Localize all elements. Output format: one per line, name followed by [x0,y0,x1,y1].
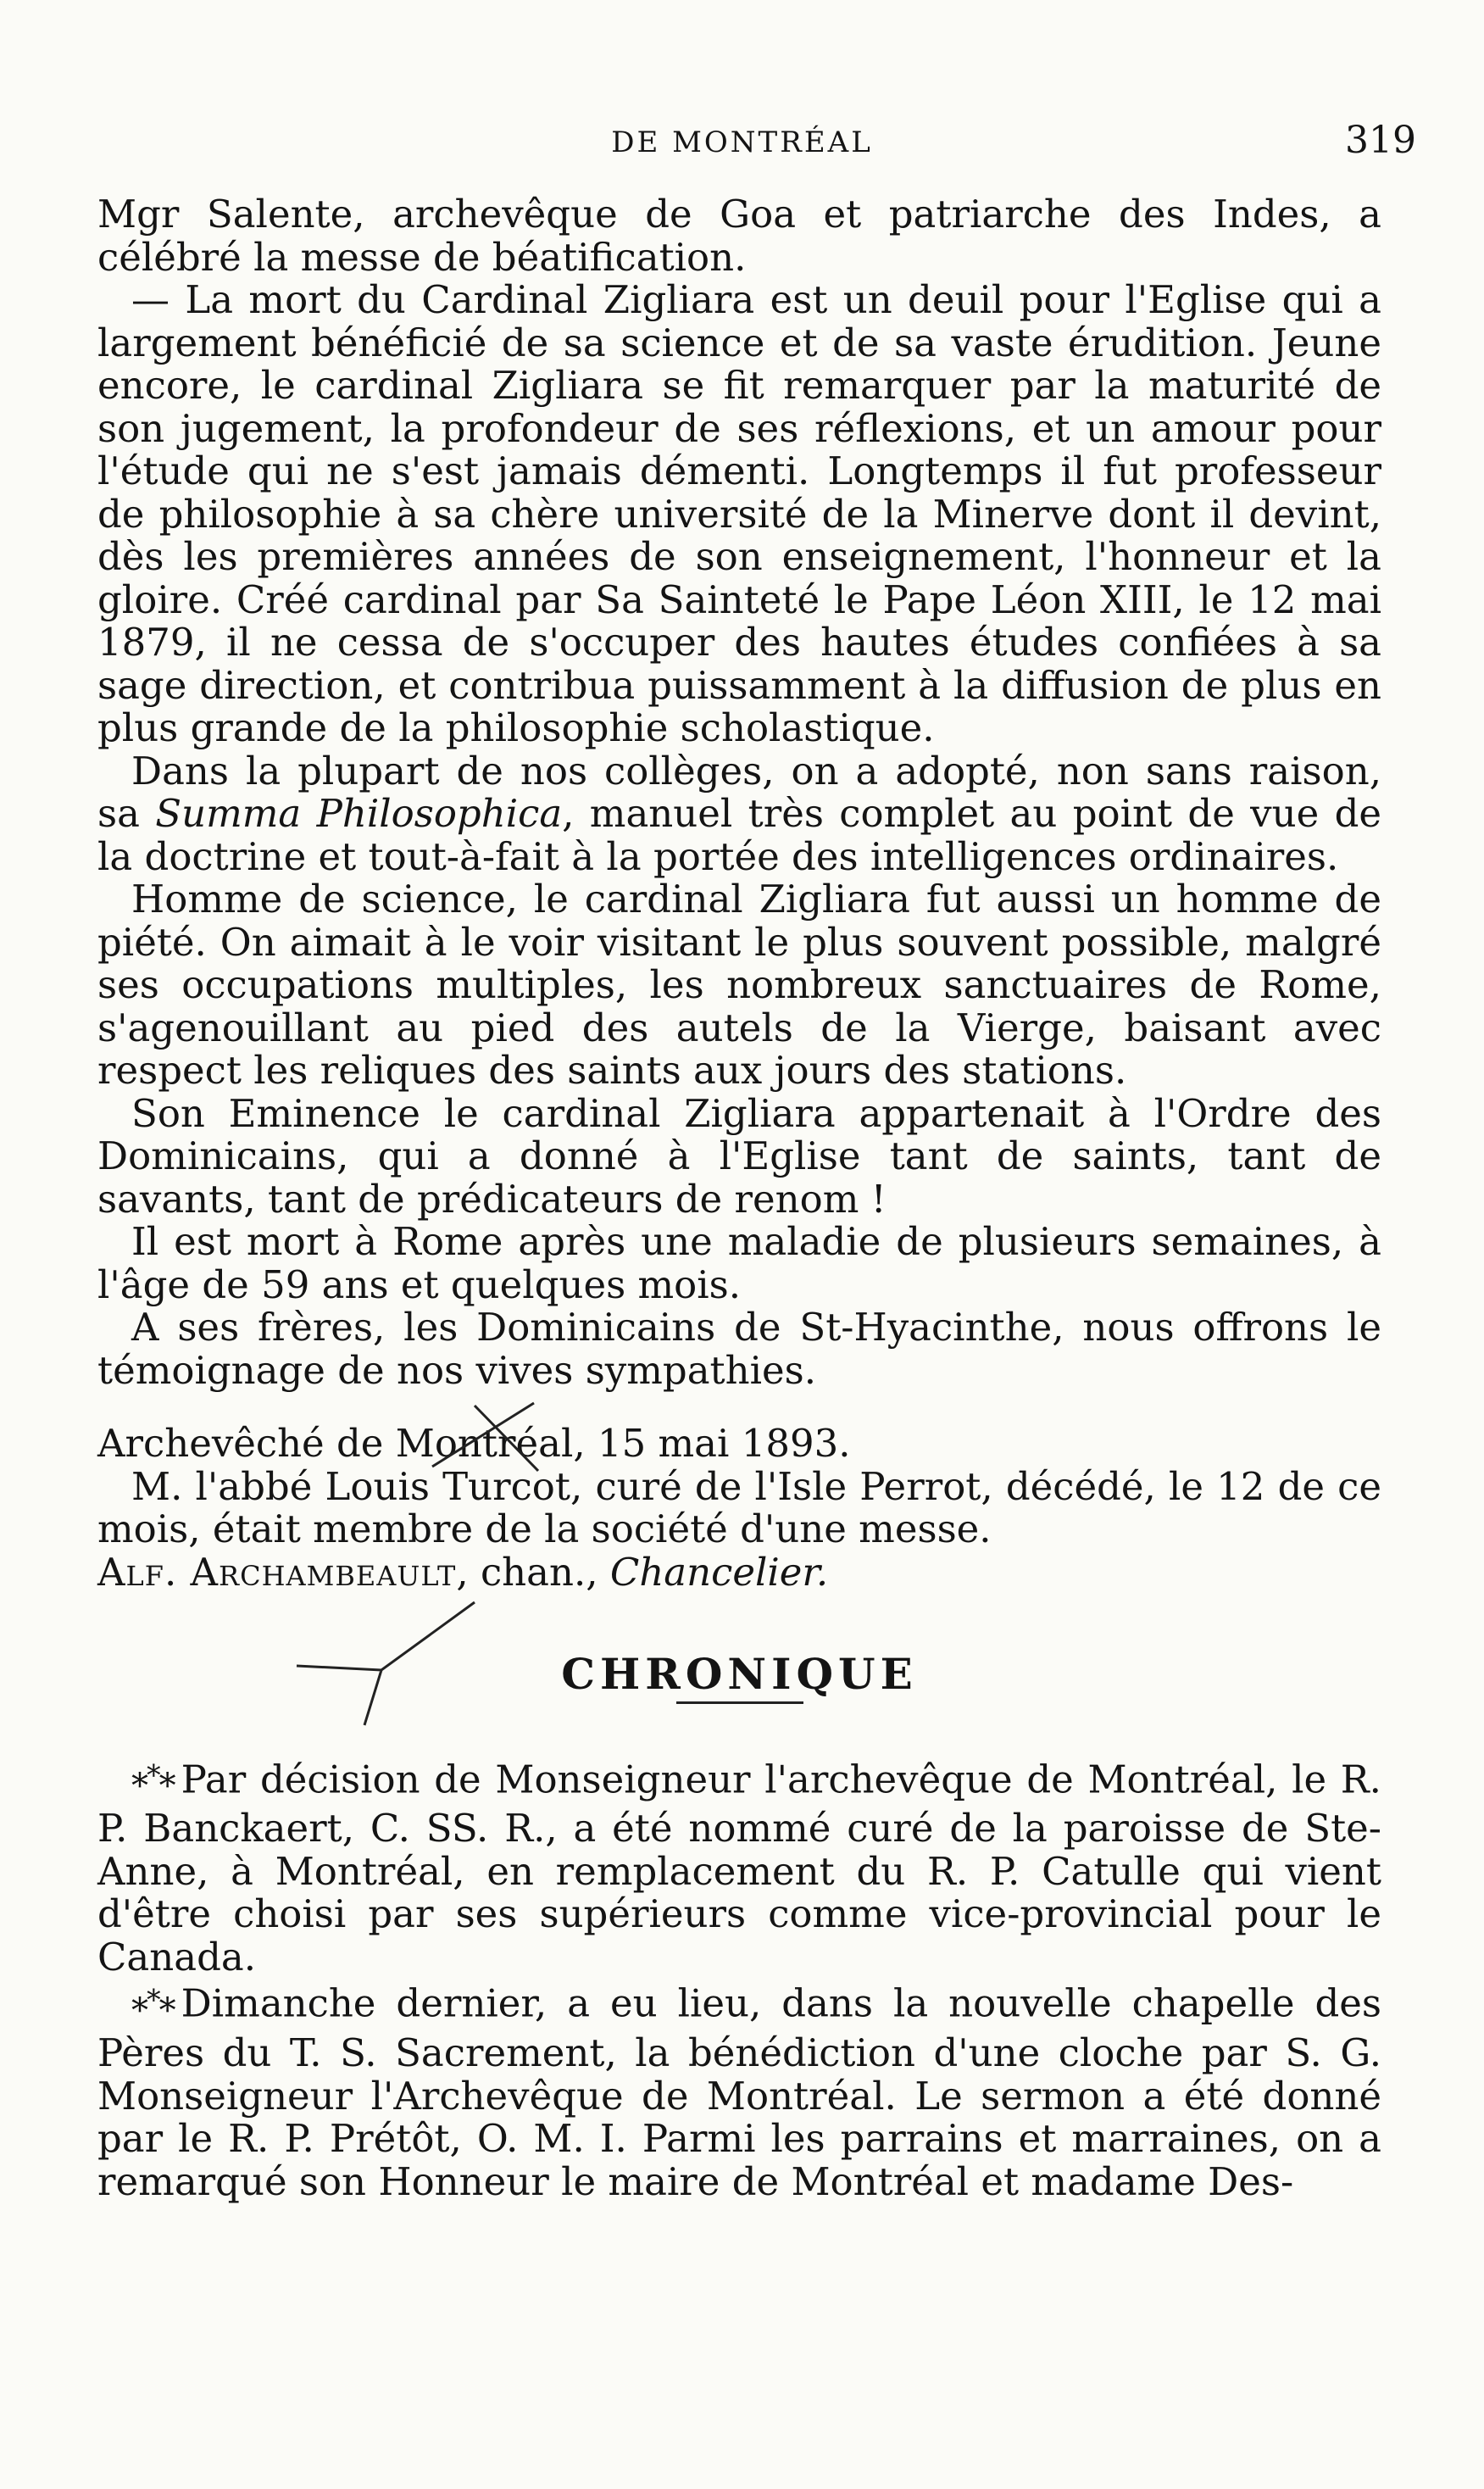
page-number: 319 [1345,119,1416,162]
running-title: DE MONTRÉAL [611,125,873,159]
summa-text-after: , manuel très complet au point de vue de la doctrine et tout-à-fait à la portée des intelligences ordinaires. [97,791,1382,879]
page-header [68,119,1416,170]
notice-dateline: Archevêché de Montréal, 15 mai 1893. [97,1421,851,1466]
chronique-item-text: Dimanche dernier, a eu lieu, dans la nouvelle chapelle des Pères du T. S. Sacrement, la bénédiction d'une cloche par S. G. Monseigneur l'Archevêque de Montréal. Le sermon a été donné par le R. P. Prétôt, O. M. I. Parmi les parrains et marraines, on a remarqué son Honneur le maire de Montréal et madame Des- [97,1980,1381,2204]
chronique-item [97,1755,1381,1980]
pen-mark-cross-icon [424,1399,542,1475]
pen-mark-check-icon [288,1585,492,1729]
paragraph-sympathies: A ses frères, les Dominicains de St-Hyacinthe, nous offrons le témoignage de nos vives sympathies. [97,1305,1381,1393]
title-rule [676,1701,803,1704]
signature-name: Alf. Archambeault [97,1549,457,1595]
paragraph-zigliara-death: — La mort du Cardinal Zigliara est un deuil pour l'Eglise qui a largement bénéficié de sa science et de sa vaste érudition. Jeune encore, le cardinal Zigliara se fit remarquer par la maturité de son jugement, la profondeur de ses réflexions, et un amour pour l'étude qui ne s'est jamais démenti. Longtemps il fut professeur de philosophie à sa chère université de la Minerve dont il devint, dès les premières années de son enseignement, l'honneur et la gloire. Créé cardinal par Sa Sainteté le Pape Léon XIII, le 12 mai 1879, il ne cessa de s'occuper des hautes études confiées à sa sage direction, et contribua puissamment à la diffusion de plus en plus grande de la philosophie scholastique. [97,277,1381,750]
article-body [97,193,1381,2203]
chronique-item-text: Par décision de Monseigneur l'archevêque de Montréal, le R. P. Banckaert, C. SS. R., a été nommé curé de la paroisse de Ste-Anne, à Montréal, en remplacement du R. P. Catulle qui vient d'être choisi par ses supérieurs comme vice-provincial pour le Canada. [97,1756,1381,1980]
summa-text-before: Dans la plupart de nos collèges, on a adopté, non sans raison, sa [97,748,1381,836]
signature-role: , chan., [456,1549,610,1595]
asterism-icon: *** [131,1758,175,1806]
paragraph-death-rome: Il est mort à Rome après une maladie de plusieurs semaines, à l'âge de 59 ans et quelques mois. [97,1219,1381,1307]
chronique-item [97,1979,1381,2203]
paragraph-summa [97,750,1381,879]
asterism-icon: *** [131,1983,175,2030]
summa-title: Summa Philosophica [155,791,563,836]
paragraph-piety: Homme de science, le cardinal Zigliara fut aussi un homme de piété. On aimait à le voir visitant le plus souvent possible, malgré ses occupations multiples, les nombreux sanctuaires de Rome, s'agenouillant au pied des autels de la Vierge, baisant avec respect les reliques des saints aux jours des stations. [97,877,1381,1093]
notice-text: M. l'abbé Louis Turcot, curé de l'Isle Perrot, décédé, le 12 de ce mois, était membre de la société d'une messe. [97,1463,1381,1551]
signature-title: Chancelier. [609,1549,829,1595]
section-title-chronique: CHRONIQUE [561,1649,918,1699]
paragraph-dominicans: Son Eminence le cardinal Zigliara appartenait à l'Ordre des Dominicains, qui a donné à l'Eglise tant de saints, tant de savants, tant de prédicateurs de renom ! [97,1090,1381,1222]
paragraph-beatification: Mgr Salente, archevêque de Goa et patriarche des Indes, a célébré la messe de béatification. [97,192,1381,280]
